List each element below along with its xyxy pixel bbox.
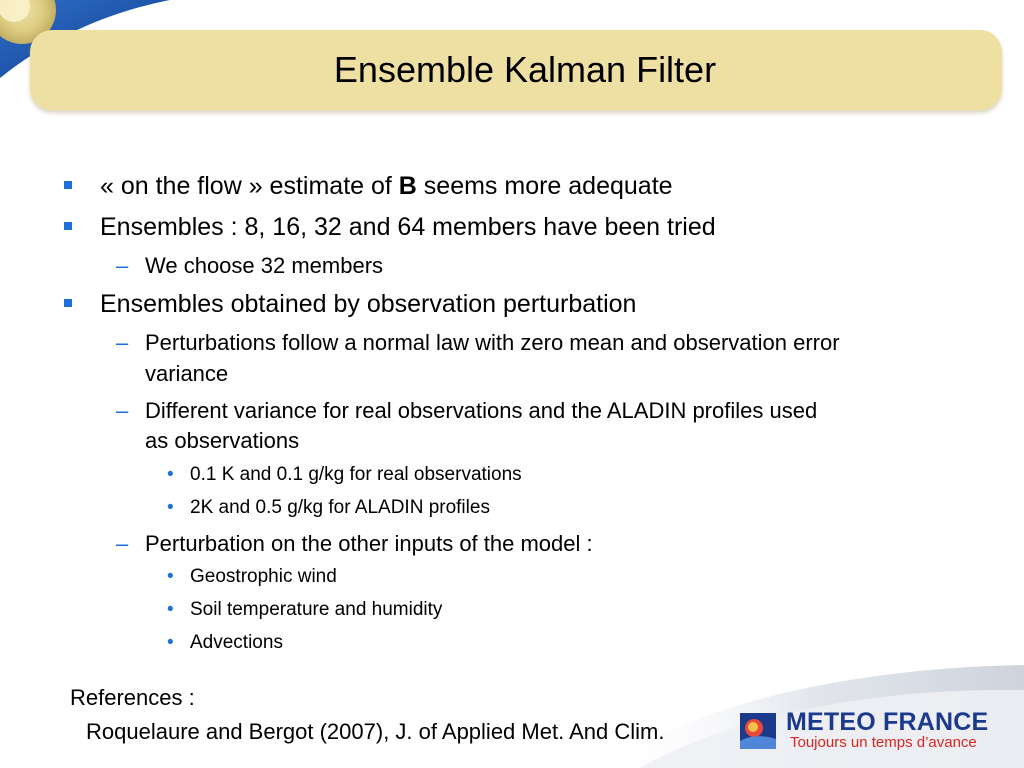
meteo-france-emblem-icon — [740, 713, 776, 749]
bullet-3: Ensembles obtained by observation perturbation — [100, 290, 637, 318]
bullet-2: Ensembles : 8, 16, 32 and 64 members have been tried — [100, 213, 716, 241]
dash-bullet-icon: – — [116, 531, 129, 556]
references-heading: References : — [70, 685, 195, 710]
dash-bullet-icon: – — [116, 253, 129, 278]
bullet-3-sub-2-line-1: Different variance for real observations and the ALADIN profiles used — [145, 398, 818, 423]
bullet-2-sub-1: We choose 32 members — [145, 253, 384, 278]
bullet-3-sub-3-item-2: Soil temperature and humidity — [190, 599, 443, 620]
bullet-3-sub-3-item-1: Geostrophic wind — [190, 566, 337, 587]
dot-bullet-icon: • — [167, 599, 174, 620]
bullet-3-sub-2-line-2: as observations — [145, 428, 300, 453]
slide-title: Ensemble Kalman Filter — [333, 49, 717, 90]
bullet-3-sub-2-item-2: 2K and 0.5 g/kg for ALADIN profiles — [190, 497, 490, 518]
dot-bullet-icon: • — [167, 464, 174, 485]
bullet-3-sub-3-item-3: Advections — [190, 632, 283, 653]
bullet-1-text-pre: « on the flow » estimate of — [100, 172, 399, 200]
dash-bullet-icon: – — [116, 398, 129, 423]
logo-tagline: Toujours un temps d’avance — [790, 734, 977, 751]
bullet-3-sub-2-item-1: 0.1 K and 0.1 g/kg for real observations — [190, 464, 522, 485]
dash-bullet-icon: – — [116, 330, 129, 355]
reference-item: Roquelaure and Bergot (2007), J. of Applied Met. And Clim. — [86, 719, 665, 744]
dot-bullet-icon: • — [167, 566, 174, 587]
dot-bullet-icon: • — [167, 497, 174, 518]
bullet-1-text-post: seems more adequate — [416, 172, 673, 200]
logo-wordmark: METEO FRANCE — [786, 708, 989, 736]
dot-bullet-icon: • — [167, 632, 174, 653]
bullet-3-sub-3: Perturbation on the other inputs of the model : — [145, 531, 593, 556]
bullet-3-sub-1-line-1: Perturbations follow a normal law with zero mean and observation error — [145, 330, 840, 355]
bullet-1-bold-b: B — [398, 172, 417, 200]
bullet-3-sub-1-line-2: variance — [145, 361, 229, 386]
